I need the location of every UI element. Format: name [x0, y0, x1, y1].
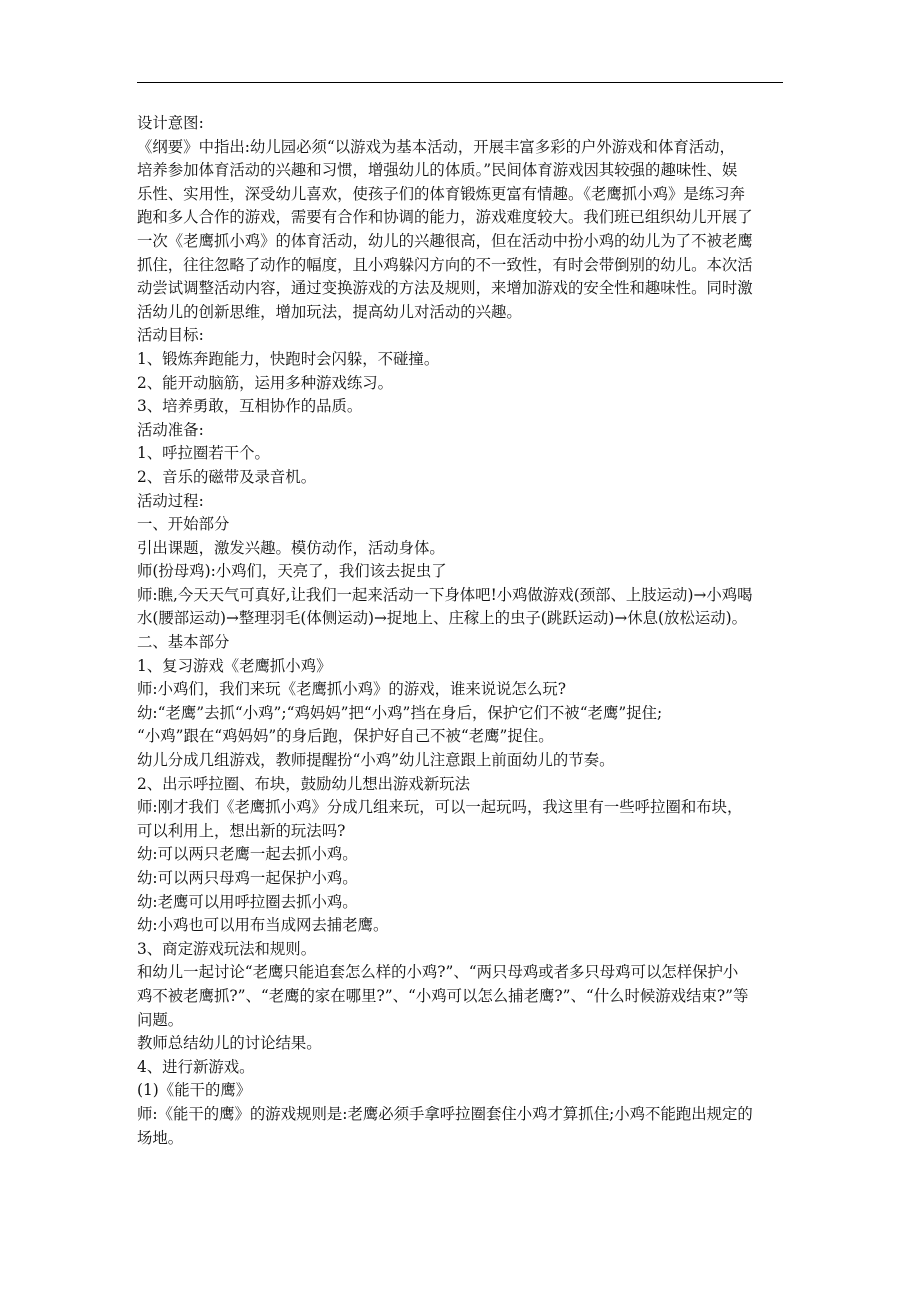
- text-line: 活幼儿的创新思维，增加玩法，提高幼儿对活动的兴趣。: [137, 302, 522, 321]
- text-line: 鸡不被老鹰抓?”、“老鹰的家在哪里?”、“小鸡可以怎么捕老鹰?”、“什么时候游戏结束?”等: [137, 986, 749, 1005]
- text-line: 师(扮母鸡):小鸡们，天亮了，我们该去捉虫了: [137, 562, 447, 581]
- text-line: 场地。: [137, 1128, 184, 1147]
- text-line: 幼:“老鹰”去抓“小鸡”;“鸡妈妈”把“小鸡”挡在身后，保护它们不被“老鹰”捉住;: [137, 703, 663, 722]
- section-heading-preparation: 活动准备:: [137, 420, 204, 439]
- subsection-heading: 二、基本部分: [137, 633, 230, 652]
- list-item: 2、能开动脑筋，运用多种游戏练习。: [137, 373, 394, 392]
- list-item: 3、商定游戏玩法和规则。: [137, 939, 317, 958]
- document-body: [137, 112, 787, 1150]
- text-line: 培养参加体育活动的兴趣和习惯，增强幼儿的体质。”民间体育游戏因其较强的趣味性、娱: [137, 161, 738, 180]
- text-line: 幼:可以两只老鹰一起去抓小鸡。: [137, 845, 358, 864]
- list-item: 1、锻炼奔跑能力，快跑时会闪躲，不碰撞。: [137, 349, 440, 368]
- list-item: 1、呼拉圈若干个。: [137, 444, 270, 463]
- header-rule: [137, 82, 783, 83]
- list-item: 4、进行新游戏。: [137, 1057, 255, 1076]
- text-line: 幼:小鸡也可以用布当成网去捕老鹰。: [137, 916, 389, 935]
- text-line: 乐性、实用性，深受幼儿喜欢，使孩子们的体育锻炼更富有情趣。《老鹰抓小鸡》是练习奔: [137, 184, 745, 203]
- text-line: 幼:可以两只母鸡一起保护小鸡。: [137, 869, 358, 887]
- text-line: 师:《能干的鹰》的游戏规则是:老鹰必须手拿呼拉圈套住小鸡才算抓住;小鸡不能跑出规定的: [137, 1104, 753, 1123]
- text-line: 师:刚才我们《老鹰抓小鸡》分成几组来玩，可以一起玩吗，我这里有一些呼拉圈和布块，: [137, 798, 743, 817]
- text-line: 幼:老鹰可以用呼拉圈去抓小鸡。: [137, 892, 358, 911]
- list-item: 2、音乐的磁带及录音机。: [137, 467, 317, 486]
- subsection-heading: (1)《能干的鹰》: [137, 1081, 252, 1100]
- section-heading-design-intent: 设计意图:: [137, 114, 204, 132]
- text-line: 跑和多人合作的游戏，需要有合作和协调的能力，游戏难度较大。我们班已组织幼儿开展了: [137, 208, 753, 227]
- text-line: 师:小鸡们，我们来玩《老鹰抓小鸡》的游戏，谁来说说怎么玩?: [137, 680, 566, 699]
- text-line: 《纲要》中指出:幼儿园必须“以游戏为基本活动，开展丰富多彩的户外游戏和体育活动，: [137, 137, 735, 156]
- list-item: 1、复习游戏《老鹰抓小鸡》: [137, 656, 332, 675]
- text-line: 动尝试调整活动内容，通过变换游戏的方法及规则，来增加游戏的安全性和趣味性。同时激: [137, 279, 753, 298]
- text-line: 幼儿分成几组游戏，教师提醒扮“小鸡”幼儿注意跟上前面幼儿的节奏。: [137, 751, 615, 770]
- text-line: 问题。: [137, 1010, 184, 1029]
- list-item: 2、出示呼拉圈、布块，鼓励幼儿想出游戏新玩法: [137, 774, 470, 793]
- list-item: 3、培养勇敢，互相协作的品质。: [137, 397, 363, 416]
- text-line: 可以利用上，想出新的玩法吗?: [137, 821, 346, 840]
- subsection-heading: 一、开始部分: [137, 515, 230, 534]
- text-line: 一次《老鹰抓小鸡》的体育活动，幼儿的兴趣很高，但在活动中扮小鸡的幼儿为了不被老鹰: [137, 231, 753, 250]
- text-line: 引出课题，激发兴趣。模仿动作，活动身体。: [137, 538, 445, 557]
- text-line: 水(腰部运动)→整理羽毛(体侧运动)→捉地上、庄稼上的虫子(跳跃运动)→休息(放松运动)。: [137, 609, 748, 628]
- text-line: 师:瞧,今天天气可真好,让我们一起来活动一下身体吧!小鸡做游戏(颈部、上肢运动)→小鸡喝: [137, 585, 753, 604]
- text-line: “小鸡”跟在“鸡妈妈”的身后跑，保护好自己不被“老鹰”捉住。: [137, 727, 554, 746]
- section-heading-goals: 活动目标:: [137, 326, 204, 345]
- text-line: 抓住，往往忽略了动作的幅度，且小鸡躲闪方向的不一致性，有时会带倒别的幼儿。本次活: [137, 255, 753, 274]
- section-heading-process: 活动过程:: [137, 491, 204, 510]
- text-line: 教师总结幼儿的讨论结果。: [137, 1034, 322, 1053]
- text-line: 和幼儿一起讨论“老鹰只能追套怎么样的小鸡?”、“两只母鸡或者多只母鸡可以怎样保护小: [137, 963, 739, 982]
